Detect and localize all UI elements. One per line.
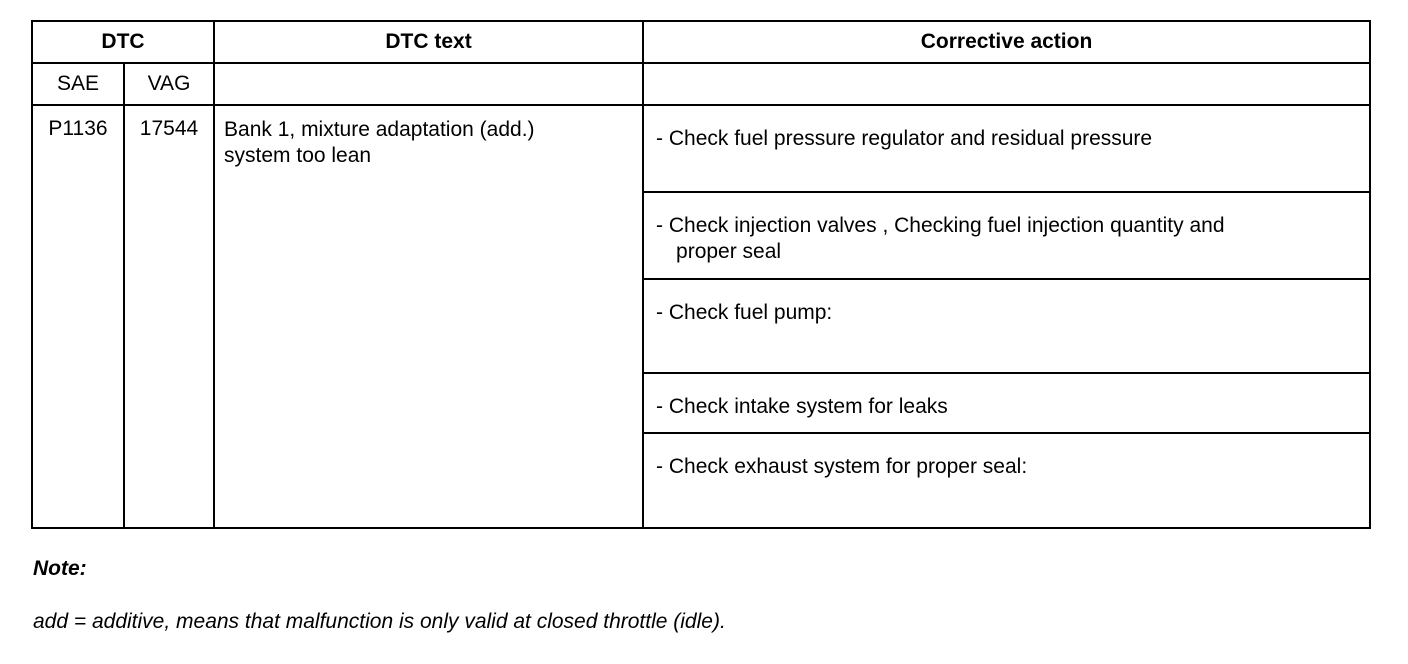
action-text: - Check injection valves , Checking fuel injection quantity and xyxy=(656,214,1225,237)
dtc-description-line1: Bank 1, mixture adaptation (add.) xyxy=(224,118,535,141)
action-list xyxy=(644,106,1369,527)
header-row xyxy=(32,21,1370,63)
action-item-exhaust-seal xyxy=(644,434,1369,527)
subheader-row xyxy=(32,63,1370,105)
header-dtc: DTC xyxy=(32,21,214,63)
dtc-table xyxy=(31,20,1371,529)
table-row xyxy=(32,105,1370,528)
subheader-dtc-text-blank xyxy=(214,63,643,105)
action-text: - Check fuel pressure regulator and residual pressure xyxy=(656,127,1153,150)
action-item-fuel-pump xyxy=(644,280,1369,374)
subheader-corrective-blank xyxy=(643,63,1370,105)
header-dtc-text: DTC text xyxy=(214,21,643,63)
vag-code: 17544 xyxy=(124,105,214,528)
subheader-sae: SAE xyxy=(32,63,124,105)
corrective-actions xyxy=(643,105,1370,528)
note-title: Note: xyxy=(33,557,87,580)
action-text: - Check exhaust system for proper seal: xyxy=(656,455,1028,478)
note-text: add = additive, means that malfunction is only valid at closed throttle (idle). xyxy=(33,610,726,633)
dtc-description xyxy=(214,105,643,528)
action-item-fuel-pressure xyxy=(644,106,1369,193)
action-text: - Check fuel pump: xyxy=(656,301,833,324)
action-text-continued: proper seal xyxy=(676,240,782,263)
action-item-injection-valves xyxy=(644,193,1369,280)
sae-code: P1136 xyxy=(32,105,124,528)
subheader-vag: VAG xyxy=(124,63,214,105)
dtc-description-line2: system too lean xyxy=(224,144,372,167)
header-corrective-action: Corrective action xyxy=(643,21,1370,63)
action-item-intake-leaks xyxy=(644,374,1369,434)
action-text: - Check intake system for leaks xyxy=(656,395,948,418)
